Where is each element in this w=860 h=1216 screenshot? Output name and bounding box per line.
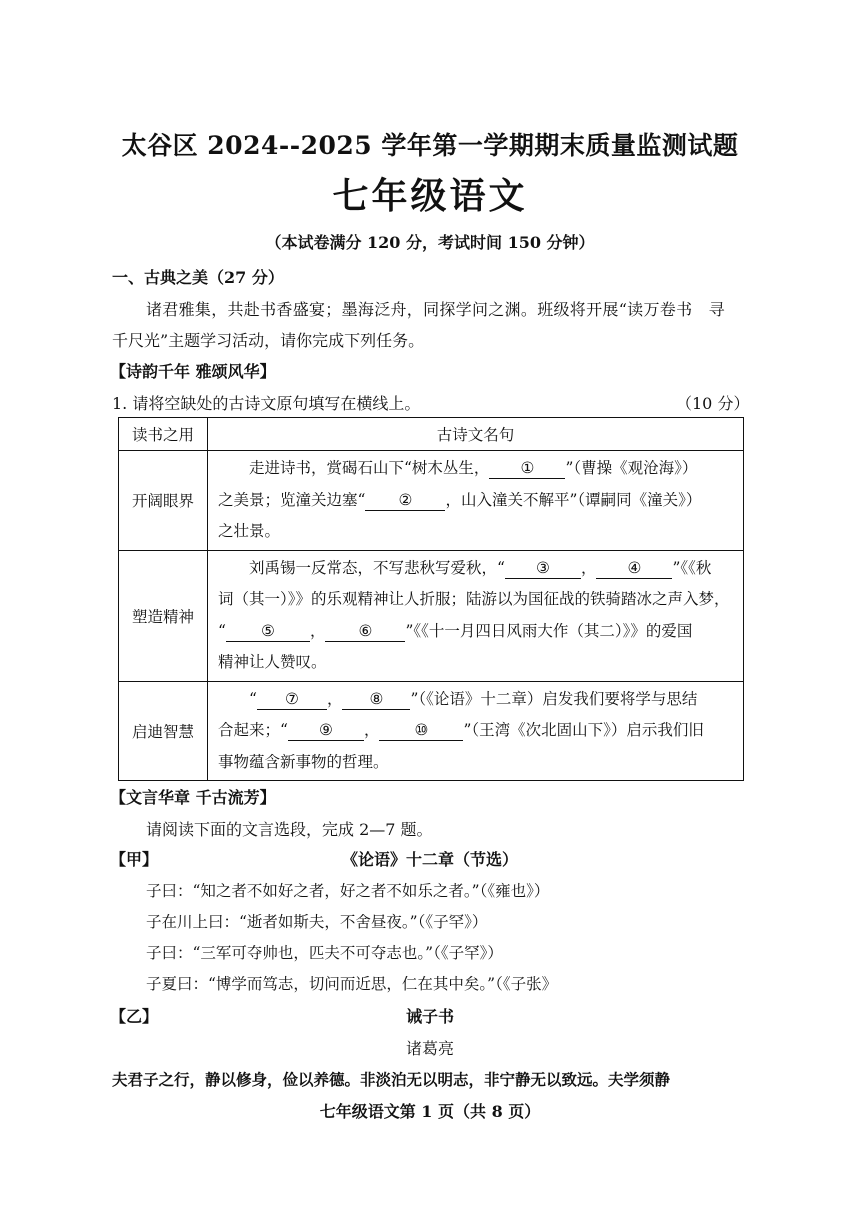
passage-line: 子曰：“知之者不如好之者，好之者不如乐之者。”（《雍也》） [146, 882, 550, 900]
passage-line: 子在川上曰：“逝者如斯夫，不舍昼夜。”（《子罕》） [146, 913, 488, 931]
section-heading: 一、古典之美（27 分） [112, 268, 284, 287]
table-row [119, 681, 744, 781]
passage-yi-author: 诸葛亮 [405, 1039, 454, 1058]
fill-blank[interactable]: ③ [505, 558, 581, 579]
part1-heading: 【诗韵千年 雅颂风华】 [110, 362, 276, 381]
text-segment: 刘禹锡一反常态，不写悲秋写爱秋，“ [249, 558, 505, 577]
text-segment: ”（王湾《次北固山下》）启示我们旧 [463, 721, 704, 739]
table-header-row [119, 418, 744, 451]
row-category: 开阔眼界 [119, 451, 208, 551]
text-segment: ， [363, 721, 380, 739]
fill-blank[interactable]: ⑧ [342, 689, 410, 710]
text-segment: 精神让人赞叹。 [218, 653, 327, 671]
text-segment: ， [326, 689, 343, 708]
row-content [208, 550, 744, 681]
row-content [208, 451, 744, 551]
question-1-score: （10 分） [676, 394, 750, 413]
text-segment: ”《《秋 [672, 558, 712, 577]
column-header: 读书之用 [119, 418, 208, 451]
passage-line: 子曰：“三军可夺帅也，匹夫不可夺志也。”（《子罕》） [146, 944, 503, 962]
exam-note: （本试卷满分 120 分，考试时间 150 分钟） [265, 233, 595, 252]
exam-title: 太谷区 2024--2025 学年第一学期期末质量监测试题 [121, 131, 739, 160]
table-row [119, 451, 744, 551]
fill-blank[interactable]: ⑤ [226, 621, 310, 642]
question-1-text: 1. 请将空缺处的古诗文原句填写在横线上。 [112, 394, 421, 413]
text-segment: 词（其一）》》的乐观精神让人折服；陆游以为国征战的铁骑踏冰之声入梦， [218, 590, 730, 608]
fill-blank[interactable]: ⑥ [325, 621, 405, 642]
fill-blank[interactable]: ② [365, 490, 445, 511]
text-segment: ， [580, 558, 597, 577]
text-segment: 走进诗书，赏碣石山下“树木丛生， [249, 459, 490, 477]
passage-line: 子夏曰：“博学而笃志，切问而近思，仁在其中矣。”（《子张》 [146, 975, 558, 993]
text-segment: ，山入潼关不解平”（谭嗣同《潼关》） [445, 490, 702, 509]
fill-blank[interactable]: ⑦ [257, 689, 327, 710]
intro-line-2: 千尺光”主题学习活动，请你完成下列任务。 [112, 331, 425, 350]
passage-jia-label: 【甲】 [110, 850, 159, 869]
row-category: 启迪智慧 [119, 681, 208, 781]
text-segment: ”（曹操《观沧海》） [565, 459, 698, 477]
fill-blank[interactable]: ⑩ [379, 720, 463, 741]
page-footer: 七年级语文第 1 页（共 8 页） [319, 1102, 541, 1121]
passage-yi-label: 【乙】 [110, 1007, 159, 1026]
fill-blank[interactable]: ④ [596, 558, 672, 579]
passage-yi-title: 诫子书 [405, 1007, 454, 1026]
text-segment: 合起来；“ [218, 721, 288, 739]
subject-title: 七年级语文 [332, 175, 528, 217]
text-segment: 事物蕴含新事物的哲理。 [218, 752, 389, 771]
text-segment: 之美景；览潼关边塞“ [218, 490, 366, 509]
text-segment: “ [249, 689, 257, 708]
column-header: 古诗文名句 [208, 418, 744, 451]
row-category: 塑造精神 [119, 550, 208, 681]
row-content [208, 681, 744, 781]
text-segment: “ [218, 621, 226, 640]
intro-line-1: 诸君雅集，共赴书香盛宴；墨海泛舟，同探学问之渊。班级将开展“读万卷书 寻 [146, 300, 725, 319]
part2-intro: 请阅读下面的文言选段，完成 2—7 题。 [146, 820, 433, 839]
part2-heading: 【文言华章 千古流芳】 [110, 788, 276, 807]
text-segment: 之壮景。 [218, 522, 281, 540]
fill-blank[interactable]: ① [489, 458, 565, 479]
passage-jia-title: 《论语》十二章（节选） [341, 850, 518, 869]
text-segment: ”（《论语》十二章）启发我们要将学与思结 [410, 689, 698, 708]
text-segment: ， [309, 621, 326, 640]
passage-line: 夫君子之行，静以修身，俭以养德。非淡泊无以明志，非宁静无以致远。夫学须静 [112, 1070, 671, 1089]
fill-blank[interactable]: ⑨ [288, 720, 364, 741]
table-row [119, 550, 744, 681]
poem-table [118, 417, 744, 781]
text-segment: ”《《十一月四日风雨大作（其二）》》的爱国 [405, 621, 693, 640]
